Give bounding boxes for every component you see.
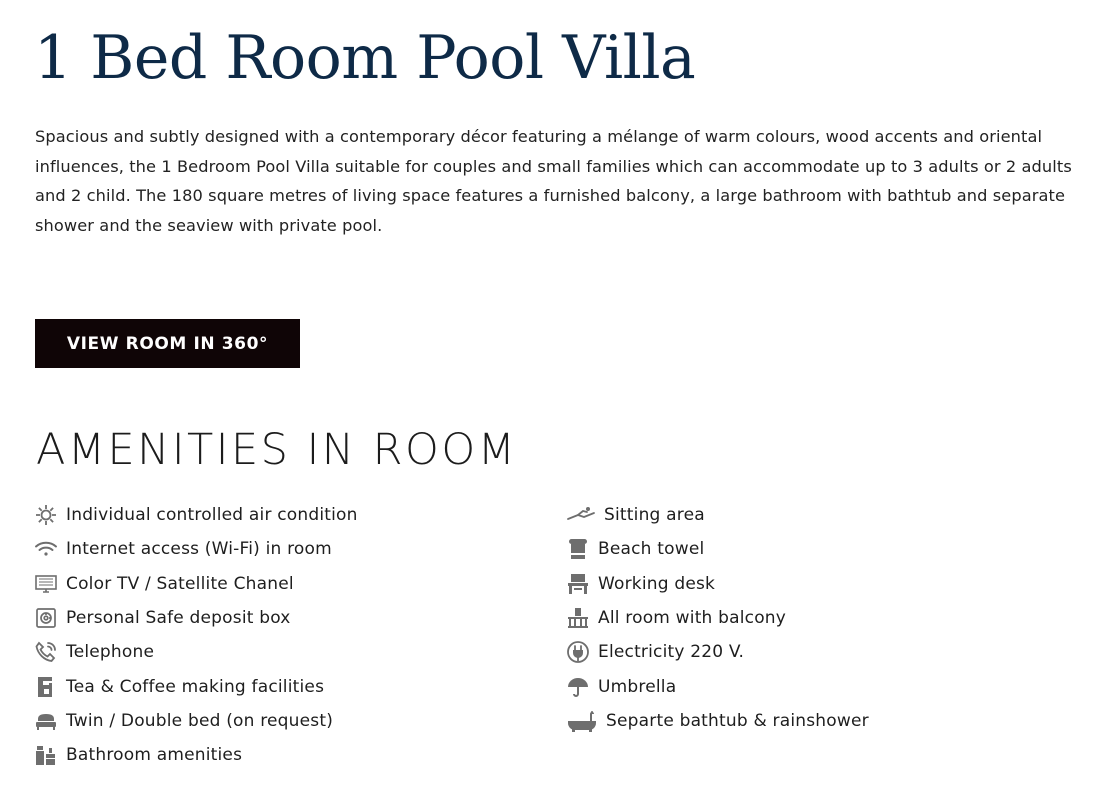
air-condition-icon [34, 503, 58, 527]
page-title: 1 Bed Room Pool Villa [34, 23, 696, 93]
power-plug-icon [566, 640, 590, 664]
amenity-label: Twin / Double bed (on request) [66, 710, 334, 731]
amenities-title: AMENITIES IN ROOM [36, 425, 518, 475]
amenity-item [34, 498, 358, 532]
telephone-icon [34, 640, 58, 664]
amenity-item [34, 532, 358, 566]
amenity-item [566, 532, 869, 566]
amenity-item [34, 704, 358, 738]
amenity-label: Individual controlled air condition [66, 505, 358, 526]
amenity-label: Internet access (Wi-Fi) in room [66, 539, 332, 560]
amenity-label: Separte bathtub & rainshower [606, 710, 869, 731]
amenity-item [566, 567, 869, 601]
amenity-label: Working desk [598, 573, 716, 594]
safe-icon [34, 606, 58, 630]
amenity-label: Electricity 220 V. [598, 642, 745, 663]
amenity-item [566, 669, 869, 703]
amenity-item [566, 704, 869, 738]
umbrella-icon [566, 675, 590, 699]
amenity-item [34, 738, 358, 772]
wifi-icon [34, 537, 58, 561]
amenity-label: Color TV / Satellite Chanel [66, 573, 294, 594]
room-description: Spacious and subtly designed with a contemporary décor featuring a mélange of warm colours, wood accents and oriental influences, the 1 Bedroom Pool Villa suitable for couples and small families which can accommodate up to 3 adults or 2 adults and 2 child. The 180 square metres of living space features a furnished balcony, a large bathroom with bathtub and separate shower and the seaview with private pool. [35, 127, 1072, 235]
balcony-icon [566, 606, 590, 630]
coffee-maker-icon [34, 675, 58, 699]
amenity-item [34, 669, 358, 703]
view-room-360-button[interactable]: VIEW ROOM IN 360° [35, 319, 300, 368]
amenity-item [566, 601, 869, 635]
amenity-label: Bathroom amenities [66, 745, 243, 766]
amenities-list-right [566, 498, 869, 738]
amenity-label: Beach towel [598, 539, 705, 560]
amenities-list-left [34, 498, 358, 772]
amenity-item [34, 601, 358, 635]
towel-icon [566, 537, 590, 561]
desk-icon [566, 572, 590, 596]
amenity-label: All room with balcony [598, 608, 787, 629]
amenity-item [34, 567, 358, 601]
amenity-label: Tea & Coffee making facilities [66, 676, 325, 697]
amenity-label: Umbrella [598, 676, 677, 697]
tv-icon [34, 572, 58, 596]
bed-icon [34, 709, 58, 733]
amenity-label: Telephone [66, 642, 155, 663]
amenity-item [34, 635, 358, 669]
amenity-label: Personal Safe deposit box [66, 608, 291, 629]
amenity-item [566, 635, 869, 669]
lounge-chair-icon [566, 503, 596, 527]
toiletries-icon [34, 743, 58, 767]
amenity-item [566, 498, 869, 532]
bathtub-icon [566, 709, 598, 733]
amenity-label: Sitting area [604, 505, 705, 526]
